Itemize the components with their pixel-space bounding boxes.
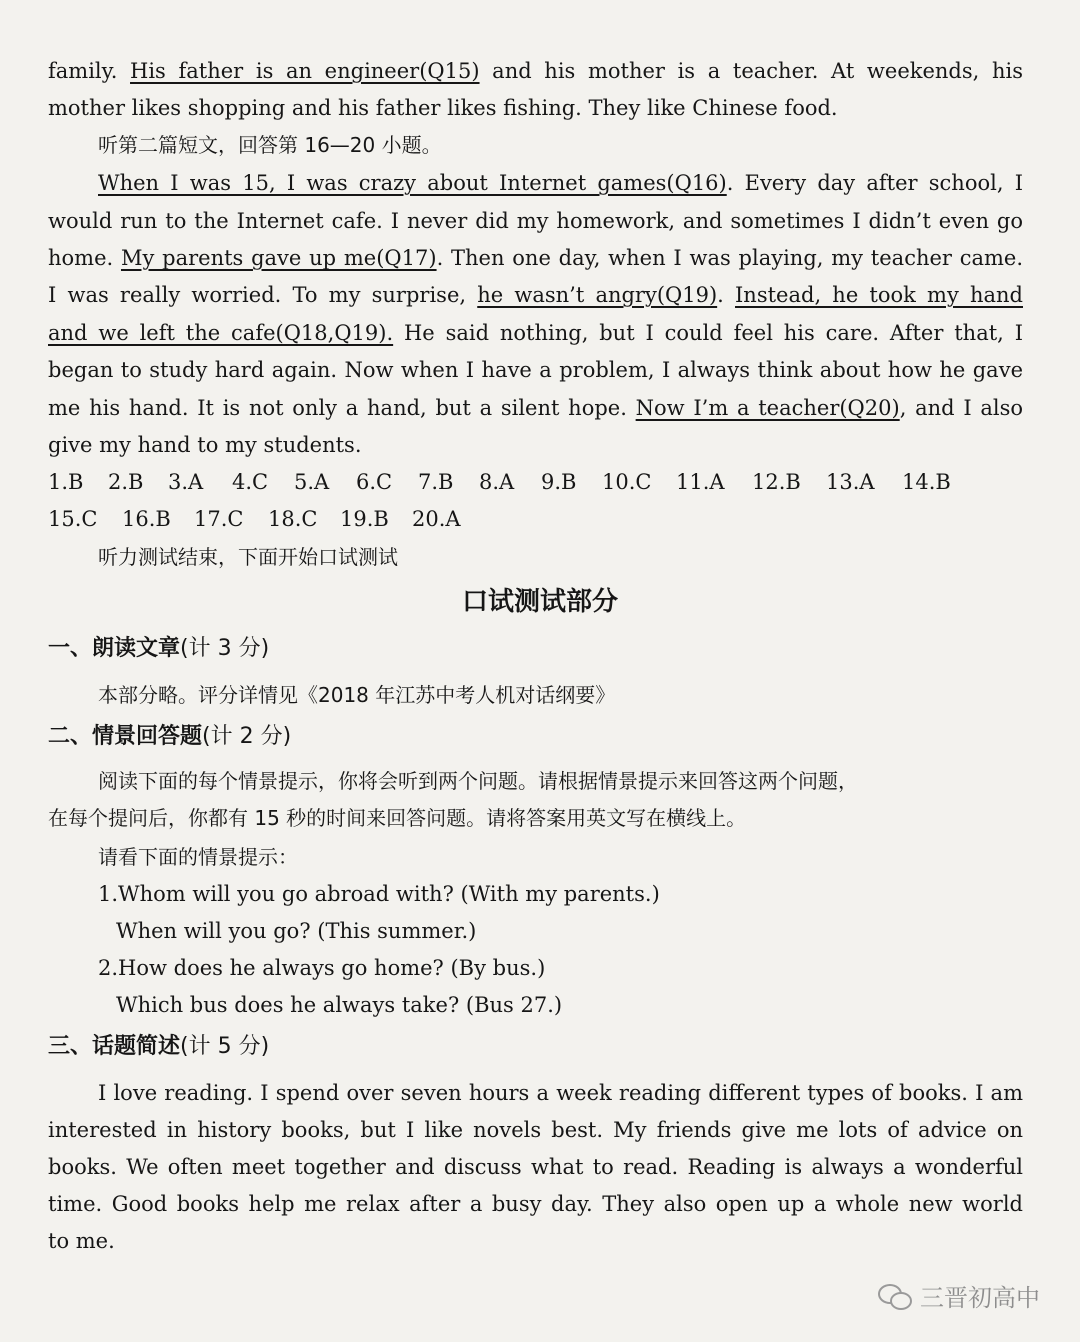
answer-item: 20.A bbox=[412, 507, 461, 531]
answer-item: 6.C bbox=[356, 470, 393, 494]
underlined-answer-q18-q19: and we left the cafe(Q18,Q19). bbox=[48, 321, 394, 345]
text-span: . Every day after school, I bbox=[726, 171, 1023, 195]
text-span: home. bbox=[48, 246, 121, 270]
section-points: (计 5 分) bbox=[180, 1034, 270, 1059]
text-span: and his mother is a teacher. At weekends, his bbox=[479, 59, 1023, 83]
section3-line-2: interested in history books, but I like novels best. My friends give me lots of advice on bbox=[48, 1118, 1023, 1142]
oral-test-title: 口试测试部分 bbox=[461, 587, 618, 617]
underlined-answer-q17: My parents gave up me(Q17) bbox=[120, 246, 437, 270]
answer-item: 9.B bbox=[541, 470, 577, 494]
text-span: . Then one day, when I was playing, my teacher came. bbox=[436, 246, 1024, 270]
passage2-line-6: began to study hard again. Now when I have a problem, I always think about how he gave bbox=[48, 358, 1023, 382]
section2-instruction-1: 阅读下面的每个情景提示，你将会听到两个问题。请根据情景提示来回答这两个问题， bbox=[98, 769, 858, 793]
answer-item: 4.C bbox=[232, 470, 269, 494]
section2-question-1a: 1.Whom will you go abroad with? (With my parents.) bbox=[98, 882, 660, 906]
section3-line-3: books. We often meet together and discuss what to read. Reading is always a wonderful bbox=[48, 1155, 1023, 1179]
section-title: 三、话题简述 bbox=[48, 1034, 181, 1059]
answer-item: 14.B bbox=[902, 470, 951, 494]
text-span: He said nothing, but I could feel his care. After that, I bbox=[393, 321, 1023, 345]
underlined-answer-q20: Now I’m a teacher(Q20) bbox=[635, 396, 900, 420]
passage2-line-4 bbox=[48, 280, 1023, 310]
answer-item: 16.B bbox=[122, 507, 171, 531]
section3-line-4: time. Good books help me relax after a busy day. They also open up a whole new world bbox=[48, 1192, 1023, 1216]
watermark bbox=[878, 1278, 1040, 1313]
text-span: . bbox=[717, 283, 736, 307]
section3-heading bbox=[48, 1032, 1023, 1062]
answer-item: 3.A bbox=[168, 470, 204, 494]
passage2-line-7 bbox=[48, 393, 1023, 423]
section-points: (计 2 分) bbox=[202, 724, 292, 749]
section3-line-1: I love reading. I spend over seven hours a week reading different types of books. I am bbox=[98, 1081, 1023, 1105]
passage2-line-2: would run to the Internet cafe. I never did my homework, and sometimes I didn’t even go bbox=[48, 209, 1023, 233]
answer-item: 8.A bbox=[479, 470, 515, 494]
underlined-answer-q19: he wasn’t angry(Q19) bbox=[477, 283, 718, 307]
passage1-line-1 bbox=[48, 56, 1023, 86]
section3-line-5: to me. bbox=[48, 1229, 115, 1253]
underlined-answer-q18: Instead, he took my hand bbox=[735, 283, 1023, 307]
text-span: , and I also bbox=[899, 396, 1024, 420]
passage1-line-2: mother likes shopping and his father likes fishing. They like Chinese food. bbox=[48, 96, 838, 120]
section-title: 二、情景回答题 bbox=[48, 724, 203, 749]
section2-question-1b: When will you go? (This summer.) bbox=[116, 919, 477, 943]
section2-question-2a: 2.How does he always go home? (By bus.) bbox=[98, 956, 546, 980]
section-title: 一、朗读文章 bbox=[48, 636, 181, 661]
section2-heading bbox=[48, 722, 1023, 752]
underlined-answer-q15: His father is an engineer(Q15) bbox=[130, 59, 480, 83]
answer-item: 17.C bbox=[194, 507, 244, 531]
answer-item: 10.C bbox=[602, 470, 652, 494]
text-span: family. bbox=[48, 59, 131, 83]
text-span: me his hand. It is not only a hand, but a silent hope. bbox=[48, 396, 636, 420]
answer-item: 15.C bbox=[48, 507, 98, 531]
section1-heading bbox=[48, 634, 1023, 664]
watermark-text: 三晋初高中 bbox=[920, 1284, 1040, 1312]
passage2-line-3 bbox=[48, 243, 1023, 273]
answer-item: 13.A bbox=[826, 470, 875, 494]
text-span: I was really worried. To my surprise, bbox=[48, 283, 478, 307]
answer-item: 7.B bbox=[418, 470, 454, 494]
answer-item: 2.B bbox=[108, 470, 144, 494]
passage2-line-5 bbox=[48, 318, 1023, 348]
passage2-line-8: give my hand to my students. bbox=[48, 433, 362, 457]
section-points: (计 3 分) bbox=[180, 636, 270, 661]
section1-body: 本部分略。评分详情见《2018 年江苏中考人机对话纲要》 bbox=[98, 683, 616, 707]
section2-prompt-label: 请看下面的情景提示： bbox=[98, 845, 298, 869]
passage2-heading: 听第二篇短文，回答第 16—20 小题。 bbox=[98, 133, 442, 157]
answer-item: 11.A bbox=[676, 470, 725, 494]
answer-item: 5.A bbox=[294, 470, 330, 494]
section2-instruction-2: 在每个提问后，你都有 15 秒的时间来回答问题。请将答案用英文写在横线上。 bbox=[48, 806, 747, 830]
answer-item: 19.B bbox=[340, 507, 389, 531]
passage2-line-1 bbox=[98, 168, 1023, 198]
answer-item: 18.C bbox=[268, 507, 318, 531]
listening-end-note: 听力测试结束，下面开始口试测试 bbox=[98, 545, 398, 569]
answer-item: 12.B bbox=[752, 470, 801, 494]
wechat-icon bbox=[878, 1282, 912, 1310]
underlined-answer-q16: When I was 15, I was crazy about Internet games(Q16) bbox=[98, 171, 727, 195]
answer-item: 1.B bbox=[48, 470, 84, 494]
section2-question-2b: Which bus does he always take? (Bus 27.) bbox=[116, 993, 563, 1017]
